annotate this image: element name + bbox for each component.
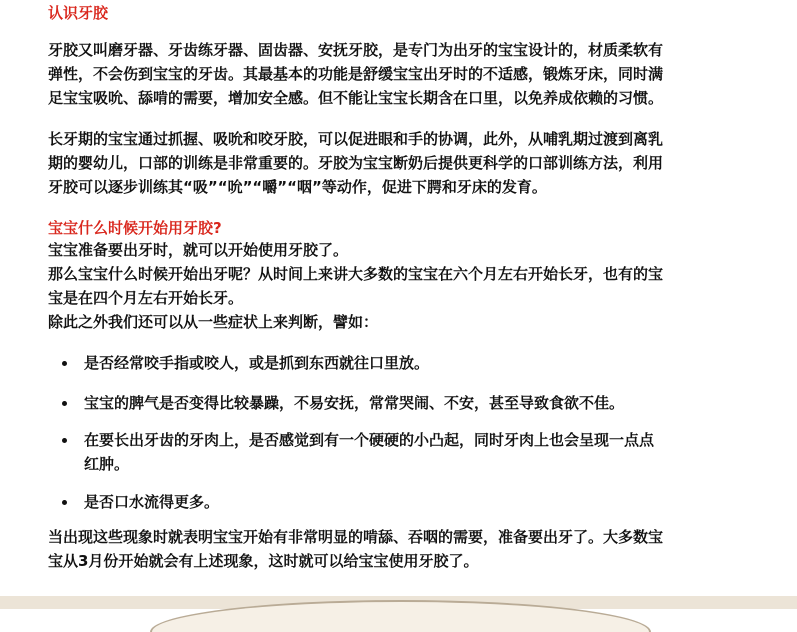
text-line: 在要长出牙齿的牙肉上，是否感觉到有一个硬硬的小凸起，同时牙肉上也会呈现一点点 <box>84 431 655 449</box>
text-line: 是否口水流得更多。 <box>84 493 220 511</box>
bullet-dot-icon <box>62 361 67 366</box>
bullet-dot-icon <box>62 401 67 406</box>
section-heading-teether-intro: 认识牙胶 <box>48 4 109 22</box>
text-line: 红肿。 <box>84 455 130 473</box>
text-line: 宝宝准备要出牙时，就可以开始使用牙胶了。 <box>48 241 349 259</box>
text-line: 是否经常咬手指或咬人，或是抓到东西就往口里放。 <box>84 354 430 372</box>
paragraph-when-teething <box>48 238 748 334</box>
text-line: 牙胶可以逐步训练其“吸”“吮”“嚼”“咽”等动作，促进下腭和牙床的发育。 <box>48 178 547 196</box>
text-line: 宝宝的脾气是否变得比较暴躁，不易安抚，常常哭闹、不安，甚至导致食欲不佳。 <box>84 394 625 412</box>
text-line: 足宝宝吸吮、舔啃的需要，增加安全感。但不能让宝宝长期含在口里，以免养成依赖的习惯。 <box>48 89 664 107</box>
text-line: 期的婴幼儿，口部的训练是非常重要的。牙胶为宝宝断奶后提供更科学的口部训练方法，利用 <box>48 154 664 172</box>
bullet-dot-icon <box>62 500 67 505</box>
section-heading-when-to-use: 宝宝什么时候开始用牙胶? <box>48 219 222 237</box>
text-line: 弹性，不会伤到宝宝的牙齿。其最基本的功能是舒缓宝宝出牙时的不适感，锻炼牙床，同时满 <box>48 65 664 83</box>
text-line: 宝是在四个月左右开始长牙。 <box>48 289 244 307</box>
paragraph-teether-definition <box>48 38 748 110</box>
paragraph-teething-benefits <box>48 127 748 199</box>
text-line: 那么宝宝什么时候开始出牙呢？从时间上来讲大多数的宝宝在六个月左右开始长牙，也有的宝 <box>48 265 664 283</box>
paragraph-conclusion <box>48 525 748 573</box>
text-line: 宝从3月份开始就会有上述现象，这时就可以给宝宝使用牙胶了。 <box>48 552 479 570</box>
text-line: 当出现这些现象时就表明宝宝开始有非常明显的啃舔、吞咽的需要，准备要出牙了。大多数宝 <box>48 528 664 546</box>
text-line: 牙胶又叫磨牙器、牙齿练牙器、固齿器、安抚牙胶，是专门为出牙的宝宝设计的，材质柔软有 <box>48 41 664 59</box>
text-line: 除此之外我们还可以从一些症状上来判断，譬如： <box>48 313 379 331</box>
bullet-dot-icon <box>62 438 67 443</box>
text-line: 长牙期的宝宝通过抓握、吸吮和咬牙胶，可以促进眼和手的协调，此外，从哺乳期过渡到离乳 <box>48 130 664 148</box>
